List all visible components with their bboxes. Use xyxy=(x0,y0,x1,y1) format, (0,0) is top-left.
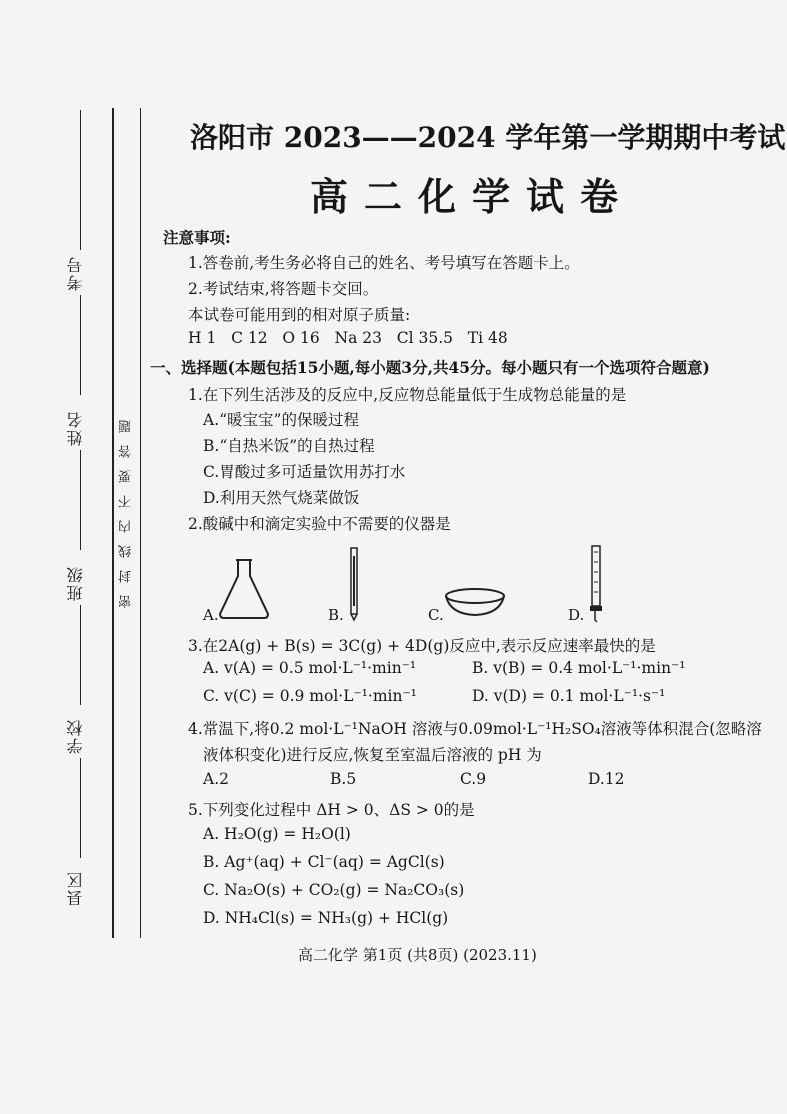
burette-icon xyxy=(588,544,604,624)
exam-subtitle: 高二化学试卷 xyxy=(310,174,635,219)
page-footer: 高二化学 第1页 (共8页) (2023.11) xyxy=(298,946,537,964)
q1-option-d: D.利用天然气烧菜做饭 xyxy=(203,489,360,507)
q5-option-c: C. Na₂O(s) + CO₂(g) = Na₂CO₃(s) xyxy=(203,881,465,899)
section-heading: 一、选择题(本题包括15小题,每小题3分,共45分。每小题只有一个选项符合题意) xyxy=(150,358,710,377)
seal-note: 密封线内不要答题 xyxy=(119,408,134,608)
q5-option-d: D. NH₄Cl(s) = NH₃(g) + HCl(g) xyxy=(203,909,449,927)
q5-option-b: B. Ag⁺(aq) + Cl⁻(aq) = AgCl(s) xyxy=(203,853,445,871)
margin-label-school: 学校 xyxy=(66,718,85,754)
q5-stem: 5.下列变化过程中 ΔH > 0、ΔS > 0的是 xyxy=(188,801,475,819)
q4-option-d: D.12 xyxy=(588,770,625,788)
margin-fill-class xyxy=(80,605,81,705)
q4-option-c: C.9 xyxy=(460,770,487,788)
q3-stem: 3.在2A(g) + B(s) = 3C(g) + 4D(g)反应中,表示反应速率最快的是 xyxy=(188,637,656,655)
margin-border-line xyxy=(112,108,114,938)
margin-fill-school xyxy=(80,758,81,858)
q1-option-a: A.“暖宝宝”的保暖过程 xyxy=(203,411,359,429)
q3-option-b: B. v(B) = 0.4 mol·L⁻¹·min⁻¹ xyxy=(472,659,686,677)
q2-stem: 2.酸碱中和滴定实验中不需要的仪器是 xyxy=(188,515,451,533)
q3-option-c: C. v(C) = 0.9 mol·L⁻¹·min⁻¹ xyxy=(203,687,417,705)
q5-option-a: A. H₂O(g) = H₂O(l) xyxy=(203,825,351,843)
q1-option-b: B.“自热米饭”的自热过程 xyxy=(203,437,375,455)
glass-tube-icon xyxy=(347,546,361,622)
q4-option-a: A.2 xyxy=(203,770,229,788)
notice-item-1: 1.答卷前,考生务必将自己的姓名、考号填写在答题卡上。 xyxy=(188,254,580,272)
margin-label-class: 班级 xyxy=(66,565,85,601)
q2-option-c: C. xyxy=(428,606,444,624)
margin-label-exam-no: 考号 xyxy=(66,255,85,291)
q4-stem-line2: 液体积变化)进行反应,恢复至室温后溶液的 pH 为 xyxy=(203,746,542,764)
notice-heading: 注意事项: xyxy=(163,228,231,247)
exam-title: 洛阳市 2023——2024 学年第一学期期中考试 xyxy=(190,121,786,154)
q1-option-c: C.胃酸过多可适量饮用苏打水 xyxy=(203,463,406,481)
q1-stem: 1.在下列生活涉及的反应中,反应物总能量低于生成物总能量的是 xyxy=(188,386,627,404)
notice-item-2: 2.考试结束,将答题卡交回。 xyxy=(188,280,379,298)
q2-option-d: D. xyxy=(568,606,585,624)
conical-flask-icon xyxy=(216,558,272,620)
margin-fill-exam-no xyxy=(80,110,81,250)
q2-option-a: A. xyxy=(203,606,219,624)
atomic-mass-intro: 本试卷可能用到的相对原子质量: xyxy=(188,306,411,324)
q4-option-b: B.5 xyxy=(330,770,357,788)
q2-option-b: B. xyxy=(328,606,344,624)
margin-label-county: 县区 xyxy=(66,870,85,906)
atomic-mass-list: H 1 C 12 O 16 Na 23 Cl 35.5 Ti 48 xyxy=(188,329,508,347)
q4-stem-line1: 4.常温下,将0.2 mol·L⁻¹NaOH 溶液与0.09mol·L⁻¹H₂SO₄溶液等体积混合(忽略溶 xyxy=(188,720,762,738)
evaporating-dish-icon xyxy=(444,586,506,618)
q3-option-a: A. v(A) = 0.5 mol·L⁻¹·min⁻¹ xyxy=(203,659,417,677)
margin-fill-exam-no-2 xyxy=(80,295,81,395)
margin-border-line-outer xyxy=(140,108,141,938)
margin-label-name: 姓名 xyxy=(66,410,85,446)
q3-option-d: D. v(D) = 0.1 mol·L⁻¹·s⁻¹ xyxy=(472,687,666,705)
margin-fill-name xyxy=(80,450,81,550)
